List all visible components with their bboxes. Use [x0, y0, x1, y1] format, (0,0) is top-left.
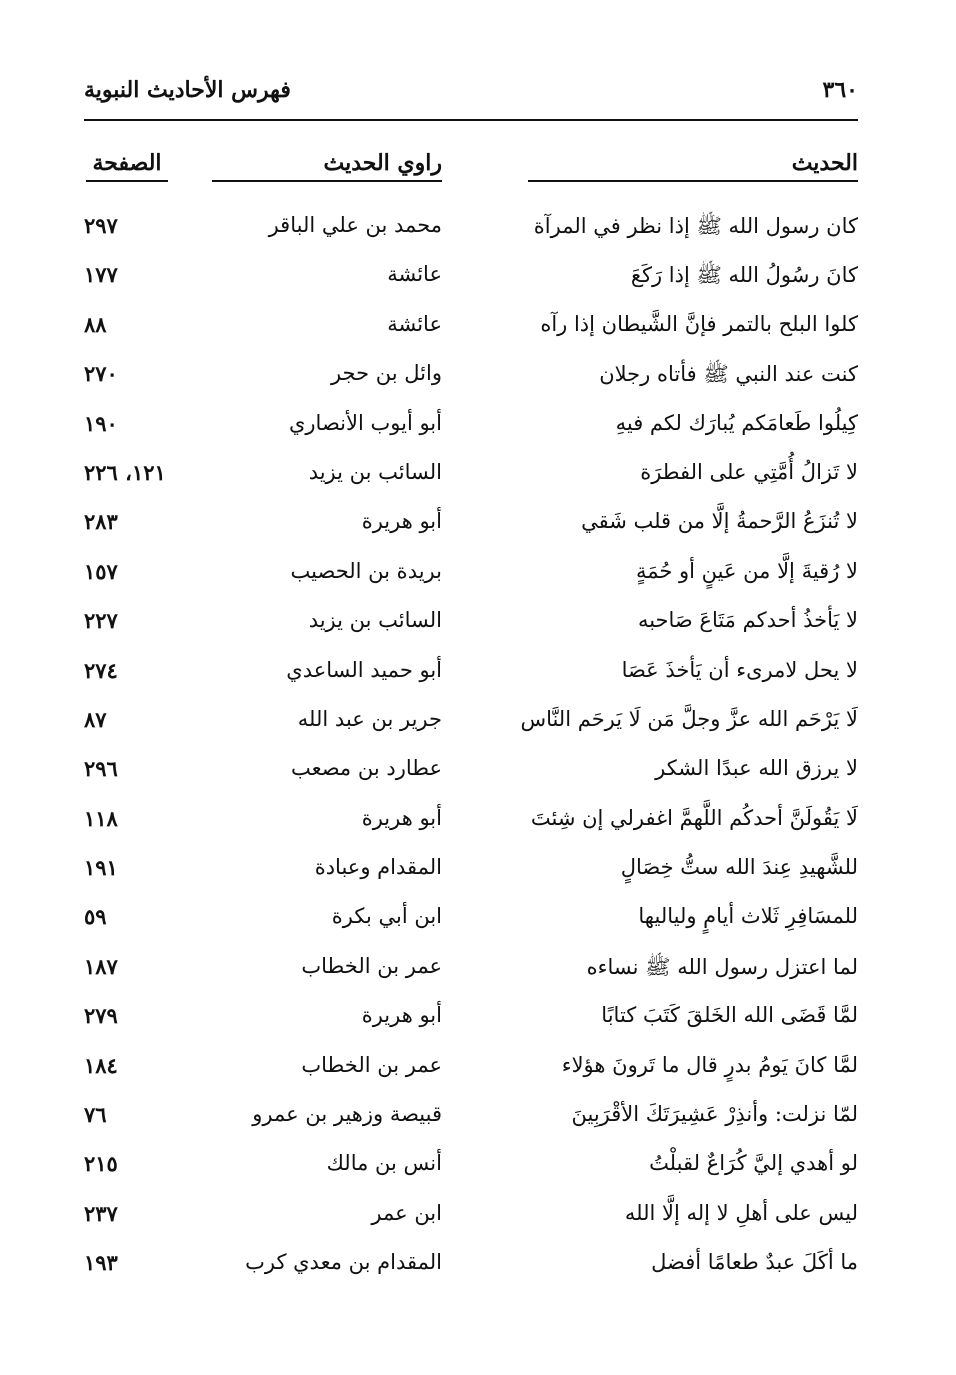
- page-cell: ١٩١: [84, 855, 118, 881]
- narrator-cell: قبيصة وزهير بن عمرو: [252, 1102, 442, 1127]
- narrator-cell: أبو أيوب الأنصاري: [288, 410, 442, 435]
- narrator-cell: أبو هريرة: [361, 509, 442, 534]
- table-row: [84, 1045, 858, 1094]
- narrator-cell: وائل بن حجر: [330, 361, 442, 386]
- hadith-cell: لَا يَرْحَم الله عزَّ وجلَّ مَن لَا يَرحَم النَّاس: [520, 706, 858, 731]
- page-cell: ١٨٤: [84, 1052, 118, 1078]
- hadith-cell: لما اعتزل رسول الله ﷺ نساءه: [586, 954, 858, 979]
- table-row: [84, 1094, 858, 1143]
- column-header-narrator: راوي الحديث: [212, 150, 442, 182]
- header-rule: [84, 119, 858, 121]
- narrator-cell: السائب بن يزيد: [308, 608, 442, 633]
- page-number: ٣٦٠: [822, 77, 858, 103]
- narrator-cell: عطارد بن مصعب: [290, 756, 442, 781]
- table-row: [84, 452, 858, 501]
- hadith-cell: لا يحل لامرىء أن يَأخذَ عَصَا: [621, 657, 858, 682]
- narrator-cell: أنس بن مالك: [326, 1151, 442, 1176]
- narrator-cell: عائشة: [387, 311, 442, 336]
- page-cell: ٢٧٤: [84, 657, 118, 683]
- table-row: [84, 1193, 858, 1242]
- hadith-cell: لو أهدي إليَّ كُرَاعٌ لقبلْتُ: [649, 1151, 858, 1176]
- page-cell: ٥٩: [84, 904, 107, 930]
- narrator-cell: عمر بن الخطاب: [301, 1052, 442, 1077]
- narrator-cell: أبو حميد الساعدي: [286, 657, 442, 682]
- hadith-cell: كِيلُوا طَعامَكم يُبارَك لكم فيهِ: [615, 410, 858, 435]
- hadith-cell: لمَّا قَضَى الله الخَلقَ كَتَبَ كتابًا: [601, 1003, 858, 1028]
- narrator-cell: ابن عمر: [371, 1200, 442, 1225]
- table-row: [84, 254, 858, 303]
- narrator-cell: جرير بن عبد الله: [297, 706, 442, 731]
- narrator-cell: المقدام بن معدي كرب: [245, 1250, 442, 1275]
- page-cell: ١٧٧: [84, 262, 118, 288]
- narrator-cell: السائب بن يزيد: [308, 459, 442, 484]
- index-table: [84, 205, 858, 1292]
- hadith-cell: لا تُنزَعُ الرَّحمةُ إلَّا من قلب شَقي: [581, 509, 858, 534]
- running-head: [84, 70, 858, 110]
- table-row: [84, 205, 858, 254]
- page-cell: ٢٩٧: [84, 213, 118, 238]
- narrator-cell: عمر بن الخطاب: [301, 953, 442, 978]
- column-header-hadith: الحديث: [528, 150, 858, 182]
- narrator-cell: محمد بن علي الباقر: [268, 213, 442, 237]
- table-row: [84, 748, 858, 797]
- hadith-cell: كانَ رسُولُ الله ﷺ إذا رَكَعَ: [630, 263, 858, 288]
- hadith-cell: لَا يَقُولَنَّ أحدكُم اللَّهمَّ اغفرلي إن شِئتَ: [530, 805, 858, 830]
- table-row: [84, 847, 858, 896]
- page-cell: ٢٩٦: [84, 756, 118, 782]
- hadith-cell: لمَّا كانَ يَومُ بدرٍ قال ما تَرونَ هؤلاء: [561, 1052, 858, 1077]
- hadith-cell: ما أكَلَ عبدٌ طعامًا أفضل: [651, 1250, 858, 1275]
- hadith-cell: للشَّهيدِ عِندَ الله ستُّ خِصَالٍ: [620, 855, 858, 880]
- hadith-cell: كنت عند النبي ﷺ فأتاه رجلان: [599, 362, 858, 387]
- hadith-cell: كان رسول الله ﷺ إذا نظر في المرآة: [533, 214, 858, 238]
- table-row: [84, 353, 858, 402]
- hadith-cell: لمّا نزلت: وأنذِرْ عَشِيرَتَكَ الأقْرَبِينَ: [571, 1102, 858, 1127]
- narrator-cell: بريدة بن الحصيب: [290, 558, 442, 583]
- page-cell: ٢٧٠: [84, 361, 118, 387]
- narrator-cell: أبو هريرة: [361, 805, 442, 830]
- page-cell: ١٢١، ٢٢٦: [84, 459, 166, 485]
- hadith-cell: لا تَزالُ أُمَّتِي على الفطرَة: [640, 459, 858, 484]
- table-row: [84, 1143, 858, 1192]
- hadith-cell: لا يَأخذُ أحدكم مَتَاعَ صَاحبه: [637, 608, 858, 633]
- page-cell: ٨٧: [84, 706, 107, 732]
- table-row: [84, 896, 858, 945]
- table-row: [84, 995, 858, 1044]
- table-row: [84, 501, 858, 550]
- page-cell: ٢٢٧: [84, 608, 118, 634]
- narrator-cell: أبو هريرة: [361, 1003, 442, 1028]
- hadith-cell: لا يرزق الله عبدًا الشكر: [655, 756, 858, 781]
- page-cell: ٢٧٩: [84, 1003, 118, 1029]
- table-row: [84, 946, 858, 995]
- table-row: [84, 798, 858, 847]
- hadith-cell: لا رُقيةَ إلَّا من عَينٍ أو حُمَةٍ: [635, 558, 858, 583]
- hadith-cell: ليس على أهلِ لا إله إلَّا الله: [624, 1200, 858, 1225]
- page-cell: ٧٦: [84, 1102, 107, 1128]
- running-title: فهرس الأحاديث النبوية: [84, 77, 291, 103]
- page-cell: ١٩٣: [84, 1250, 118, 1276]
- table-row: [84, 699, 858, 748]
- page-cell: ٢٣٧: [84, 1200, 118, 1226]
- narrator-cell: عائشة: [387, 262, 442, 287]
- table-row: [84, 600, 858, 649]
- page-cell: ١٩٠: [84, 410, 118, 436]
- hadith-cell: كلوا البلح بالتمر فإنَّ الشَّيطان إذا رآه: [540, 311, 858, 336]
- table-row: [84, 1242, 858, 1291]
- column-header-page: الصفحة: [86, 150, 168, 182]
- page-cell: ١٨٧: [84, 953, 118, 979]
- page-cell: ١١٨: [84, 805, 118, 831]
- page-cell: ٢١٥: [84, 1151, 118, 1177]
- table-row: [84, 551, 858, 600]
- page-cell: ٢٨٣: [84, 509, 118, 535]
- page-cell: ٨٨: [84, 311, 107, 337]
- table-row: [84, 650, 858, 699]
- page-cell: ١٥٧: [84, 558, 118, 584]
- table-row: [84, 403, 858, 452]
- table-row: [84, 304, 858, 353]
- hadith-cell: للمسَافِرِ ثَلاث أيامٍ ولياليها: [638, 904, 858, 929]
- narrator-cell: ابن أبي بكرة: [331, 904, 442, 929]
- column-headers: [84, 150, 858, 186]
- narrator-cell: المقدام وعبادة: [314, 855, 442, 880]
